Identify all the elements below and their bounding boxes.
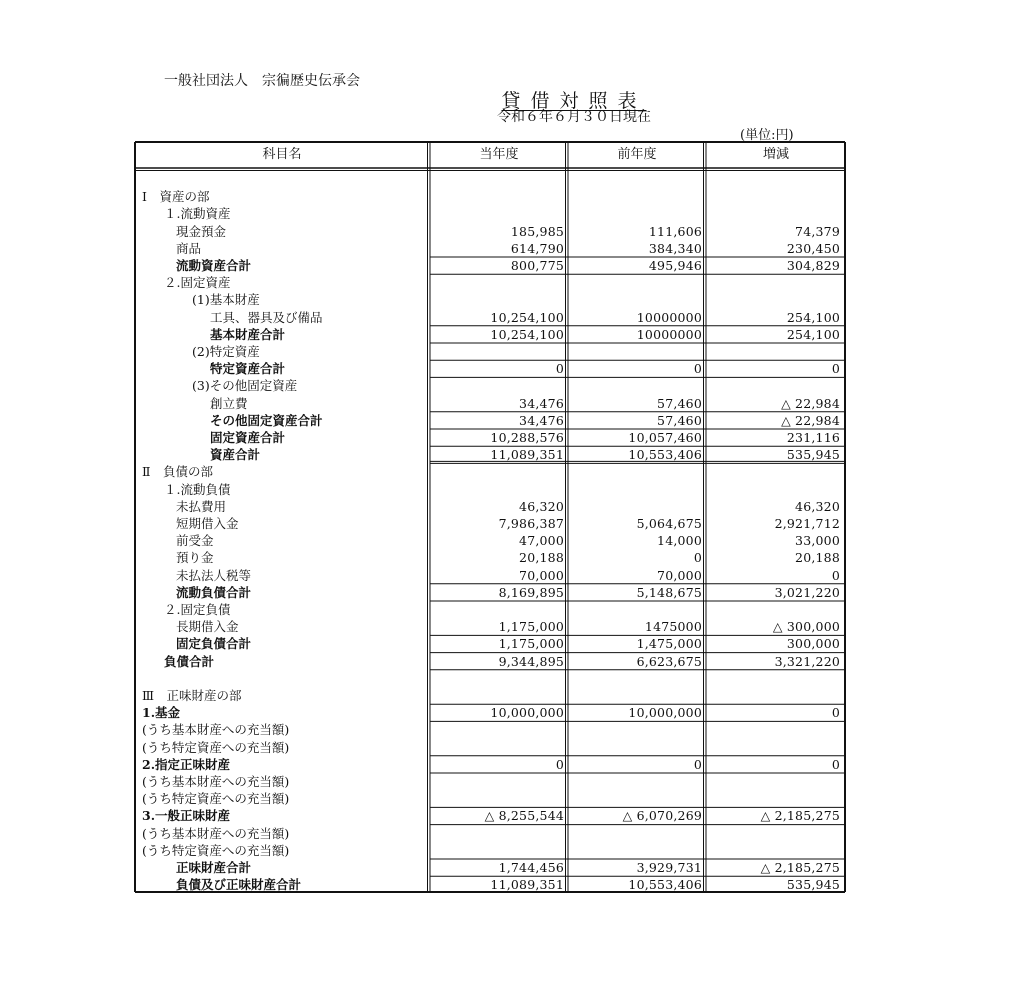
cell-current: 1,175,000 [498,636,564,652]
cell-previous: 0 [693,361,702,377]
organization-name: 一般社団法人 宗徧歴史伝承会 [164,73,360,89]
cell-change: 254,100 [786,326,840,342]
row-label: (うち基本財産への充当額) [142,825,290,841]
table-row [134,653,846,670]
cell-change: 2,921,712 [774,516,840,531]
row-label: １.流動資産 [164,206,231,222]
cell-previous: △ 6,070,269 [622,808,702,824]
cell-current: 800,775 [510,258,564,273]
table-row [134,842,846,859]
cell-change: 535,945 [786,877,840,893]
unit-label: (単位:円) [740,128,794,143]
table-row [134,739,846,756]
row-label: (2)特定資産 [192,344,260,359]
cell-previous: 1,475,000 [636,636,702,652]
row-label: 特定資産合計 [210,361,286,377]
cell-previous: 1475000 [644,619,702,635]
row-label: ２.固定負債 [164,602,231,617]
table-row [134,188,846,205]
row-label: 正味財産合計 [176,860,252,875]
table-row [134,291,846,308]
cell-previous: 10,000,000 [628,705,702,721]
row-label: 未払法人税等 [176,567,252,583]
table-row [134,446,846,463]
row-label: 工具、器具及び備品 [210,309,323,325]
cell-current: 0 [555,756,564,772]
cell-change: 0 [831,705,840,721]
cell-change: 74,379 [795,223,840,239]
row-label: 固定負債合計 [176,636,252,652]
cell-change: 0 [831,567,840,583]
row-label: Ⅱ 負債の部 [142,464,213,480]
cell-current: 10,254,100 [490,326,564,342]
table-row [134,498,846,515]
row-label: 商品 [176,240,202,256]
table-row [134,274,846,291]
table-row [134,223,846,240]
row-label: 3.一般正味財産 [142,808,231,824]
cell-change: 0 [831,756,840,772]
row-label: 基本財産合計 [210,326,286,342]
cell-change: 535,945 [786,447,840,463]
cell-current: 7,986,387 [498,516,564,531]
cell-change: 33,000 [795,533,840,549]
cell-previous: 57,460 [657,412,702,428]
row-label: 流動資産合計 [176,258,252,273]
cell-change: 230,450 [786,240,840,256]
cell-previous: 57,460 [657,395,702,411]
table-row [134,515,846,532]
cell-change: 300,000 [786,636,840,652]
table-row [134,687,846,704]
table-row [134,429,846,446]
cell-current: 185,985 [510,223,564,239]
cell-previous: 5,148,675 [636,584,702,600]
row-label: 資産合計 [210,447,261,463]
table-row [134,257,846,274]
table-row [134,532,846,549]
row-label: Ⅰ 資産の部 [142,189,210,205]
cell-current: 20,188 [519,550,564,566]
cell-current: 10,254,100 [490,309,564,325]
cell-change: 20,188 [795,550,840,566]
row-label: (1)基本財産 [192,292,260,308]
table-row [134,825,846,842]
cell-current: 34,476 [519,412,564,428]
row-label: (3)その他固定資産 [192,378,298,394]
table-row [134,704,846,721]
row-label: (うち基本財産への充当額) [142,774,290,789]
table-row [134,343,846,360]
cell-change: 3,021,220 [774,584,840,600]
cell-previous: 10000000 [636,326,702,342]
table-row [134,309,846,326]
row-label: 負債合計 [164,653,215,669]
row-label: 現金預金 [176,223,227,239]
cell-current: 0 [555,361,564,377]
table-row [134,205,846,222]
cell-previous: 0 [693,756,702,772]
row-label: 短期借入金 [176,516,239,531]
cell-previous: 10000000 [636,309,702,325]
cell-previous: 10,553,406 [628,877,702,893]
table-row [134,756,846,773]
row-label: Ⅲ 正味財産の部 [142,688,242,703]
cell-change: 46,320 [795,498,840,514]
table-row [134,584,846,601]
table-row [134,360,846,377]
cell-current: 9,344,895 [498,653,564,669]
row-label: 1.基金 [142,705,181,721]
cell-current: 34,476 [519,395,564,411]
cell-change: △ 22,984 [781,395,840,411]
table-row [134,876,846,893]
table-row [134,635,846,652]
table-row [134,721,846,738]
cell-current: 47,000 [519,533,564,549]
table-row [134,171,846,188]
table-row [134,395,846,412]
row-label: 創立費 [210,395,248,411]
table-row [134,463,846,480]
row-label: ２.固定資産 [164,275,231,291]
column-header-previous: 前年度 [617,147,657,162]
table-header [134,141,846,169]
cell-previous: 495,946 [648,258,702,273]
table-row [134,670,846,687]
column-header-change: 増減 [762,147,789,162]
row-label: (うち特定資産への充当額) [142,739,290,755]
cell-previous: 10,057,460 [628,430,702,445]
table-row [134,773,846,790]
cell-change: 304,829 [786,258,840,273]
table-row [134,240,846,257]
cell-current: 614,790 [510,240,564,256]
cell-previous: 6,623,675 [636,653,702,669]
table-row [134,567,846,584]
row-label: 2.指定正味財産 [142,756,231,772]
cell-change: 3,321,220 [774,653,840,669]
table-row [134,601,846,618]
table-row [134,481,846,498]
row-label: １.流動負債 [164,481,231,497]
cell-previous: 5,064,675 [636,516,702,531]
cell-current: 10,000,000 [490,705,564,721]
row-label: (うち特定資産への充当額) [142,842,290,858]
cell-current: 10,288,576 [490,430,564,445]
column-header-item: 科目名 [262,147,302,162]
cell-change: 0 [831,361,840,377]
table-row [134,807,846,824]
cell-previous: 384,340 [648,240,702,256]
cell-current: 11,089,351 [490,877,564,893]
cell-current: 1,744,456 [498,860,564,875]
cell-current: 8,169,895 [498,584,564,600]
table-row [134,326,846,343]
table-row [134,549,846,566]
cell-previous: 3,929,731 [636,860,702,875]
cell-current: △ 8,255,544 [484,808,564,824]
row-label: 前受金 [176,533,214,549]
row-label: 長期借入金 [176,619,239,635]
cell-current: 46,320 [519,498,564,514]
table-row [134,377,846,394]
balance-sheet-table [134,141,846,893]
cell-change: △ 2,185,275 [760,860,840,875]
cell-change: 231,116 [786,430,840,445]
cell-change: △ 300,000 [772,619,840,635]
cell-previous: 0 [693,550,702,566]
row-label: 預り金 [176,550,214,566]
row-label: 流動負債合計 [176,584,252,600]
table-row [134,790,846,807]
table-row [134,859,846,876]
document-title-text: 貸借対照表 [501,90,647,112]
row-label: (うち基本財産への充当額) [142,722,290,738]
column-header-current: 当年度 [479,147,519,162]
table-row [134,412,846,429]
cell-previous: 111,606 [648,223,702,239]
as-of-date: 令和６年６月３０日現在 [497,109,651,125]
row-label: (うち特定資産への充当額) [142,791,290,807]
row-label: その他固定資産合計 [210,412,323,428]
row-label: 固定資産合計 [210,430,286,445]
cell-previous: 70,000 [657,567,702,583]
cell-change: △ 2,185,275 [760,808,840,824]
row-label: 負債及び正味財産合計 [176,877,302,893]
cell-change: 254,100 [786,309,840,325]
row-label: 未払費用 [176,498,227,514]
cell-current: 70,000 [519,567,564,583]
cell-previous: 10,553,406 [628,447,702,463]
cell-previous: 14,000 [657,533,702,549]
table-row [134,618,846,635]
cell-current: 11,089,351 [490,447,564,463]
cell-current: 1,175,000 [498,619,564,635]
cell-change: △ 22,984 [781,412,840,428]
